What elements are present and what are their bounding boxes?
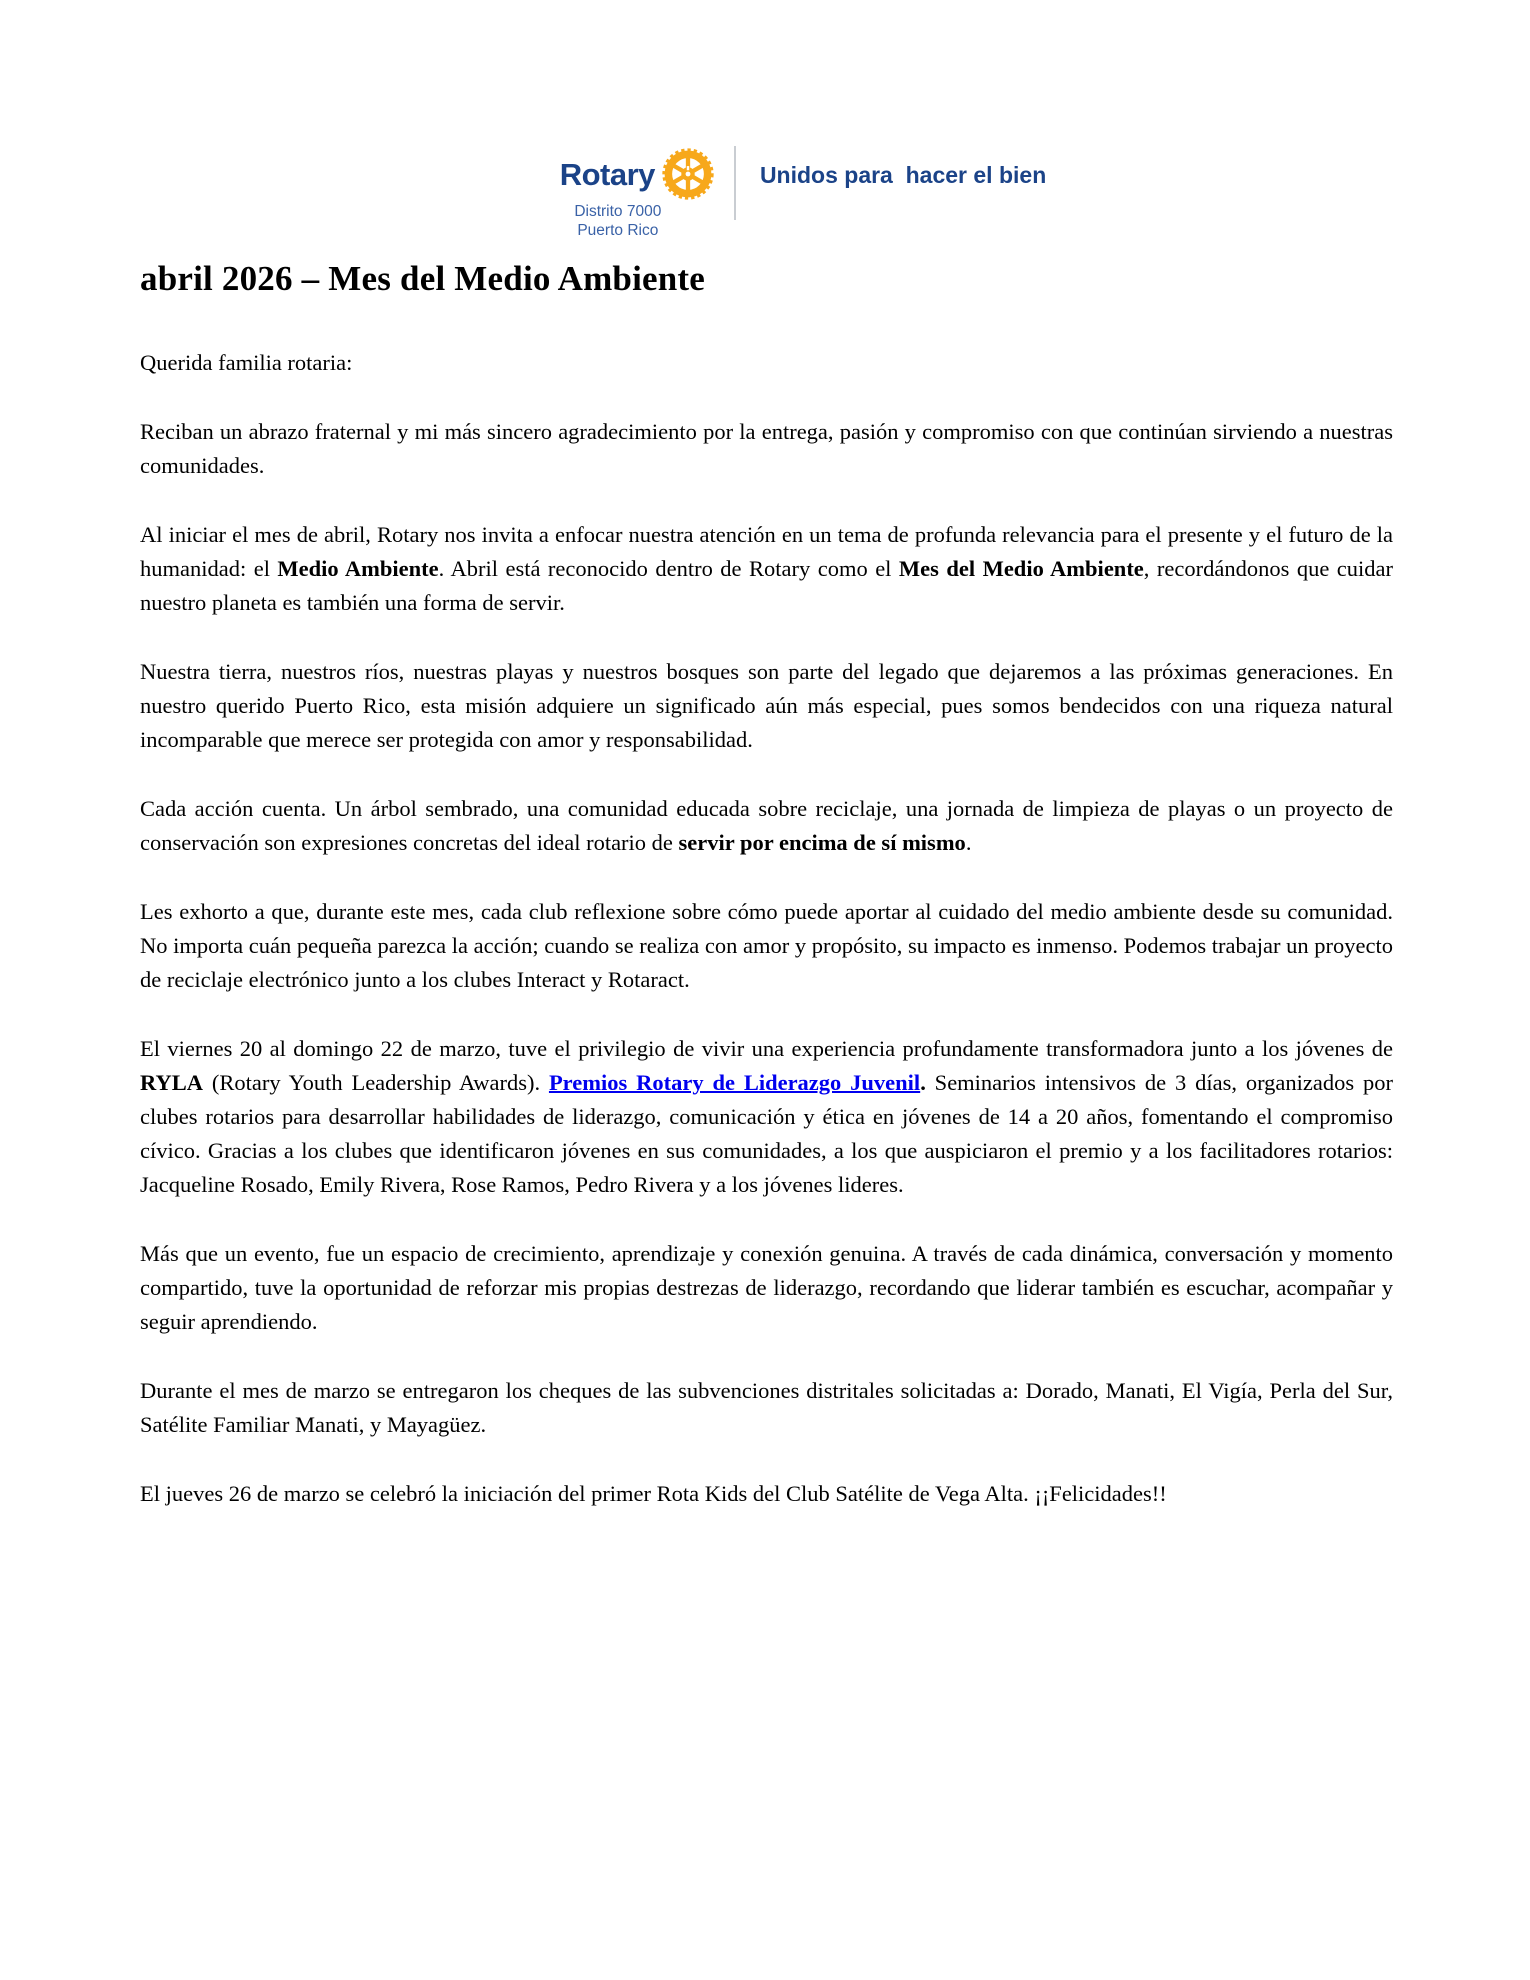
paragraph [140, 792, 1393, 860]
text-run: Cada acción cuenta. Un árbol sembrado, una comunidad educada sobre reciclaje, una jornada de limpieza de playas o un proyecto de conservación son expresiones concretas del ideal rotario de [140, 796, 1393, 855]
paragraph [140, 1032, 1393, 1202]
text-run: Más que un evento, fue un espacio de crecimiento, aprendizaje y conexión genuina. A través de cada dinámica, conversación y momento compartido, tuve la oportunidad de reforzar mis propias destrezas de liderazgo, recordando que liderar también es escuchar, acompañar y seguir aprendiendo. [140, 1241, 1393, 1334]
logo-tagline: Unidos para hacer el bien [759, 162, 1047, 188]
paragraph [140, 1477, 1393, 1511]
rotary-wordmark: Rotary [559, 156, 655, 192]
paragraph [140, 518, 1393, 620]
rotary-lockup [560, 146, 716, 241]
logo-divider [734, 146, 736, 220]
text-run: Les exhorto a que, durante este mes, cada club reflexione sobre cómo puede aportar al cuidado del medio ambiente desde su comunidad. No importa cuán pequeña parezca la acción; cuando se realiza con amor y propósito, su impacto es inmenso. Podemos trabajar un proyecto de reciclaje electrónico junto a los clubes Interact y Rotaract. [140, 899, 1393, 992]
text-run: Mes del Medio Ambiente [898, 556, 1144, 581]
text-run: El jueves 26 de marzo se celebró la iniciación del primer Rota Kids del Club Satélite de Vega Alta. ¡¡Felicidades!! [140, 1481, 1167, 1506]
paragraph [140, 1374, 1393, 1442]
text-run: servir por encima de sí mismo [678, 830, 966, 855]
letter-content [140, 258, 1393, 1546]
text-run: . Abril está reconocido dentro de Rotary como el [438, 556, 899, 581]
text-run: . [965, 830, 972, 855]
rotary-wheel-icon [660, 146, 716, 202]
text-run: Medio Ambiente [277, 556, 439, 581]
text-run: Durante el mes de marzo se entregaron los cheques de las subvenciones distritales solicitadas a: Dorado, Manati, El Vigía, Perla del Sur, Satélite Familiar Manati, y Mayagüez. [140, 1378, 1393, 1437]
paragraph [140, 415, 1393, 483]
paragraph [140, 1237, 1393, 1339]
body-paragraphs [140, 415, 1393, 1511]
text-run: Al iniciar el mes de abril, Rotary nos invita a enfocar nuestra atención en un tema de profunda relevancia para el presente y el futuro de la humanidad: el [140, 522, 1393, 581]
text-run: El viernes 20 al domingo 22 de marzo, tuve el privilegio de vivir una experiencia profundamente transformadora junto a los jóvenes de [140, 1036, 1393, 1061]
premios-rotary-link[interactable]: Premios Rotary de Liderazgo Juvenil [548, 1070, 921, 1095]
text-run: Seminarios intensivos de 3 días, organizados por clubes rotarios para desarrollar habilidades de liderazgo, comunicación y ética en jóvenes de 14 a 20 años, fomentando el compromiso cívico. Gracias a los clubes que identificaron jóvenes en sus comunidades, a los que auspiciaron el premio y a los facilitadores rotarios: Jacqueline Rosado, Emily Rivera, Rose Ramos, Pedro Rivera y a los jóvenes lideres. [140, 1070, 1393, 1197]
logo-region-line: Puerto Rico [577, 222, 659, 240]
text-run: , recordándonos que cuidar nuestro planeta es también una forma de servir. [140, 556, 1394, 615]
text-run: (Rotary Youth Leadership Awards). [202, 1070, 549, 1095]
text-run: . [920, 1070, 926, 1095]
logo-district-line: Distrito 7000 [574, 203, 662, 220]
text-run: RYLA [140, 1070, 203, 1095]
paragraph [140, 655, 1393, 757]
rotary-district-logo [38, 146, 1530, 241]
text-run: Nuestra tierra, nuestros ríos, nuestras playas y nuestros bosques son parte del legado que dejaremos a las próximas generaciones. En nuestro querido Puerto Rico, esta misión adquiere un significado aún más especial, pues somos bendecidos con una riqueza natural incomparable que merece ser protegida con amor y responsabilidad. [140, 659, 1393, 752]
salutation: Querida familia rotaria: [140, 350, 353, 375]
paragraph [140, 895, 1393, 997]
text-run: Reciban un abrazo fraternal y mi más sincero agradecimiento por la entrega, pasión y compromiso con que continúan sirviendo a nuestras comunidades. [140, 419, 1393, 478]
page-title: abril 2026 – Mes del Medio Ambiente [140, 259, 706, 298]
